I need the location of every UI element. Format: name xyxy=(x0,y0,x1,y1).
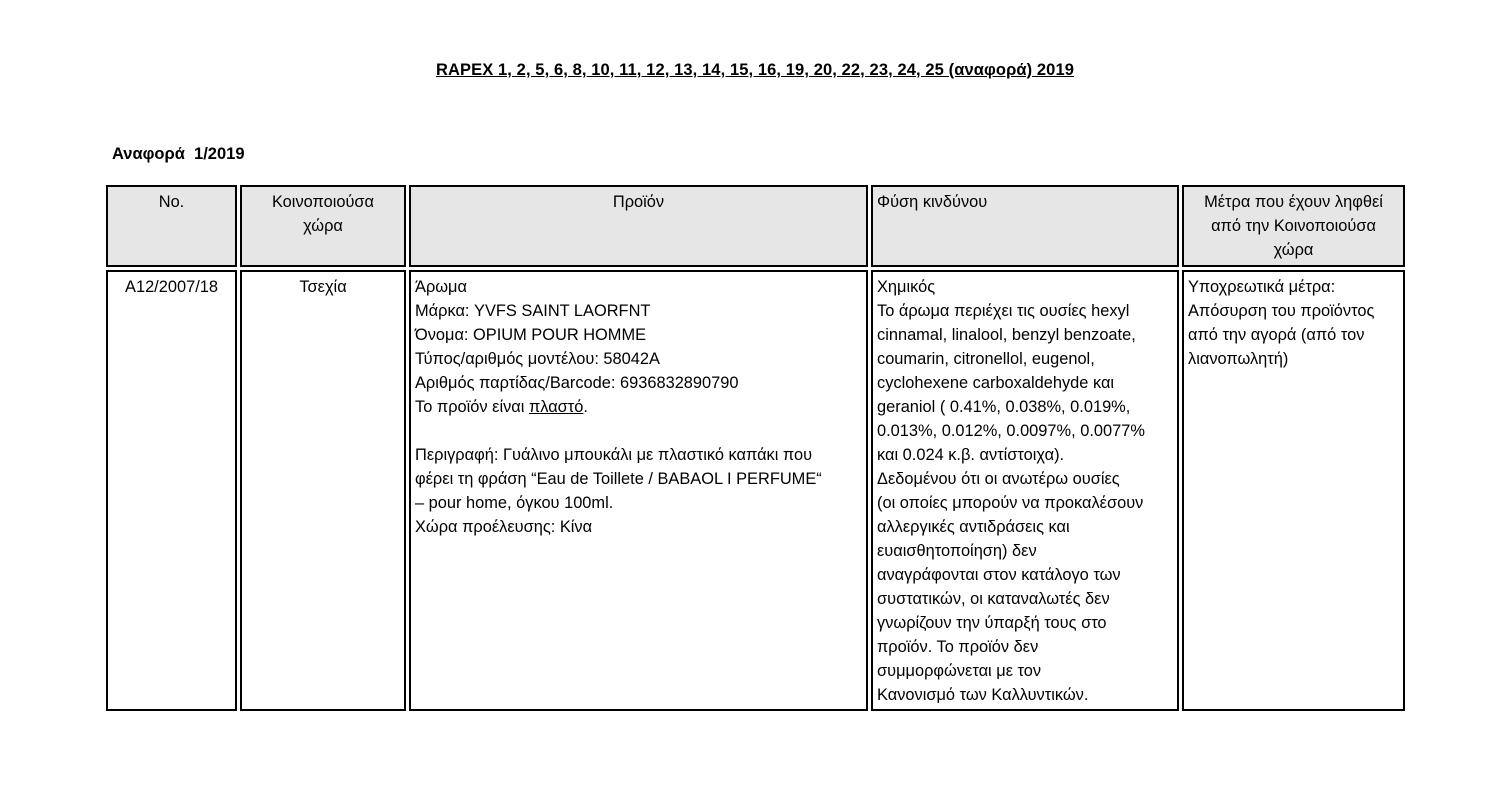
product-description: – pour home, όγκου 100ml. xyxy=(415,494,614,512)
product-description: φέρει τη φράση “Eau de Toillete / BABAOL I PERFUME“ xyxy=(415,470,822,488)
cell-hazard: Χημικός Το άρωμα περιέχει τις ουσίες hexyl cinnamal, linalool, benzyl benzoate, coumarin, citronellol, eugenol, cyclohexene carboxaldehyde και geraniol ( 0.41%, 0.038%, 0.019%, 0.013%, 0.012%, 0.0097%, 0.0077% και 0.024 κ.β. αντίστοιχα). Δεδομένου ότι οι ανωτέρω ουσίες (οι οποίες μπορούν να προκαλέσουν αλλεργικές αντιδράσεις και ευαισθητοποίηση) δεν αναγράφονται στον κατάλογο των συστατικών, οι καταναλωτές δεν γνωρίζουν την ύπαρξή τους στο προϊόν. Το προϊόν δεν συμμορφώνεται με τον Κανονισμό των Καλλυντικών. xyxy=(872,271,1178,710)
header-country: Κοινοποιούσα χώρα xyxy=(241,186,405,266)
header-measures: Μέτρα που έχουν ληφθεί από την Κοινοποιούσα χώρα xyxy=(1183,186,1404,266)
cell-measures: Υποχρεωτικά μέτρα: Απόσυρση του προϊόντος από την αγορά (από τον λιανοπωλητή) xyxy=(1183,271,1404,710)
header-hazard: Φύση κινδύνου xyxy=(872,186,1178,266)
document-title: RAPEX 1, 2, 5, 6, 8, 10, 11, 12, 13, 14, 15, 16, 19, 20, 22, 23, 24, 25 (αναφορά) 2019 xyxy=(435,61,1075,79)
cell-no: A12/2007/18 xyxy=(107,271,236,710)
report-label: Αναφορά 1/2019 xyxy=(112,145,245,163)
product-origin: Χώρα προέλευσης: Κίνα xyxy=(415,518,593,536)
header-no: No. xyxy=(107,186,236,266)
product-description: Περιγραφή: Γυάλινο μπουκάλι με πλαστικό καπάκι που xyxy=(415,446,813,464)
product-brand: Μάρκα: YVFS SAINT LAORFNT xyxy=(415,302,651,320)
cell-product xyxy=(410,271,867,710)
product-model: Τύπος/αριθμός μοντέλου: 58042A xyxy=(415,350,660,368)
product-type: Άρωμα xyxy=(415,278,467,296)
cell-country: Τσεχία xyxy=(241,271,405,710)
product-batch: Αριθμός παρτίδας/Barcode: 6936832890790 xyxy=(415,374,739,392)
product-name: Όνομα: OPIUM POUR HOMME xyxy=(415,326,647,344)
product-fake-note: Το προϊόν είναι πλαστό. xyxy=(415,398,588,416)
header-product: Προϊόν xyxy=(410,186,867,266)
